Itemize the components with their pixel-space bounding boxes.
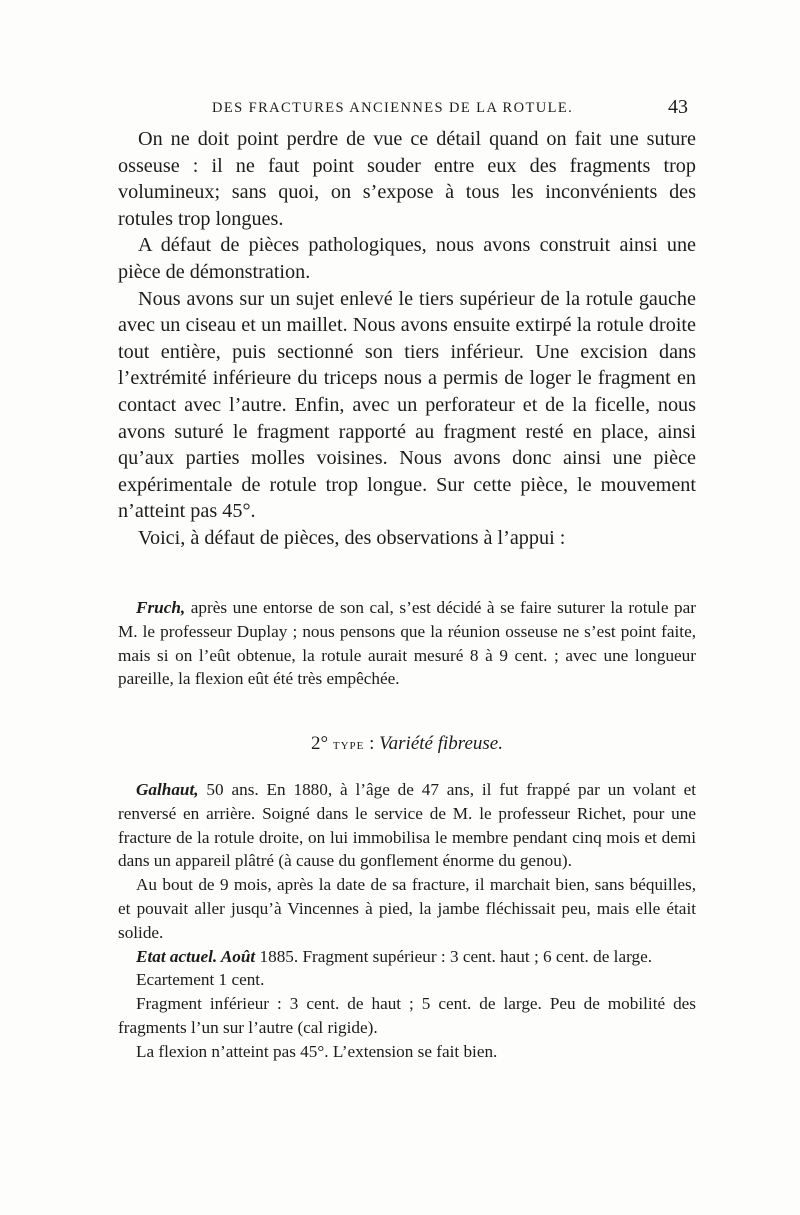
section-number: 2° (311, 733, 329, 754)
section-heading (118, 733, 696, 755)
paragraph (118, 945, 696, 969)
observation-text: 50 ans. En 1880, à l’âge de 47 ans, il fut frappé par un volant et renversé en arrière. Soigné dans le service de M. le professeur Richet, pour une fracture de la rotule droite, on lui immobilisa le membre pendant cinq mois et demi dans un appareil plâtré (à cause du gonflement énorme du genou). (118, 780, 696, 871)
paragraph (118, 778, 696, 873)
section-separator: : (364, 733, 380, 754)
paragraph: La flexion n’atteint pas 45°. L’extension se fait bien. (136, 1041, 498, 1061)
paragraph: A défaut de pièces pathologiques, nous avons construit ainsi une pièce de démonstration. (118, 234, 696, 283)
paragraph (118, 596, 696, 691)
main-text (118, 126, 696, 552)
paragraph: Fragment inférieur : 3 cent. de haut ; 5 cent. de large. Peu de mobilité des fragments l’un sur l’autre (cal rigide). (118, 994, 696, 1037)
patient-name: Galhaut, (136, 780, 199, 799)
paragraph: Voici, à défaut de pièces, des observations à l’appui : (138, 526, 566, 549)
section-title: Variété fibreuse. (379, 733, 503, 754)
section-type-label: type (332, 736, 365, 753)
paragraph: Ecartement 1 cent. (136, 970, 265, 990)
observation-text: après une entorse de son cal, s’est décidé à se faire suturer la rotule par M. le professeur Duplay ; nous pensons que la réunion osseuse ne s’est point faite, mais si on l’eût obtenue, la rotule aurait mesuré 8 à 9 cent. ; avec une longueur pareille, la flexion eût été très empêchée. (118, 598, 696, 689)
paragraph: Nous avons sur un sujet enlevé le tiers supérieur de la rotule gauche avec un ciseau et un maillet. Nous avons ensuite extirpé la rotule droite tout entière, puis sectionné son tiers inférieur. Une excision dans l’extrémité inférieure du triceps nous a permis de loger le fragment en contact avec l’autre. Enfin, avec un perforateur et de la ficelle, nous avons suturé le fragment rapporté au fragment resté en place, ainsi qu’aux parties molles voisines. Nous avons donc ainsi une pièce expérimentale de rotule trop longue. Sur cette pièce, le mouvement n’atteint pas 45°. (118, 287, 696, 523)
page-header (110, 96, 688, 120)
patient-name: Fruch, (136, 598, 186, 617)
paragraph: Au bout de 9 mois, après la date de sa fracture, il marchait bien, sans béquilles, et pouvait aller jusqu’à Vincennes à pied, la jambe fléchissait peu, mais elle était solide. (118, 875, 696, 942)
page-number: 43 (668, 96, 688, 118)
observation-fruch (118, 596, 696, 691)
etat-label: Etat actuel. Août (136, 946, 256, 966)
observation-galhaut (118, 778, 696, 1064)
paragraph: On ne doit point perdre de vue ce détail quand on fait une suture osseuse : il ne faut point souder entre eux des fragments trop volumineux; sans quoi, on s’expose à tous les inconvénients des rotules trop longues. (118, 128, 696, 230)
running-title: DES FRACTURES ANCIENNES DE LA ROTULE. (212, 100, 574, 116)
etat-text: 1885. Fragment supérieur : 3 cent. haut ; 6 cent. de large. (255, 946, 653, 966)
